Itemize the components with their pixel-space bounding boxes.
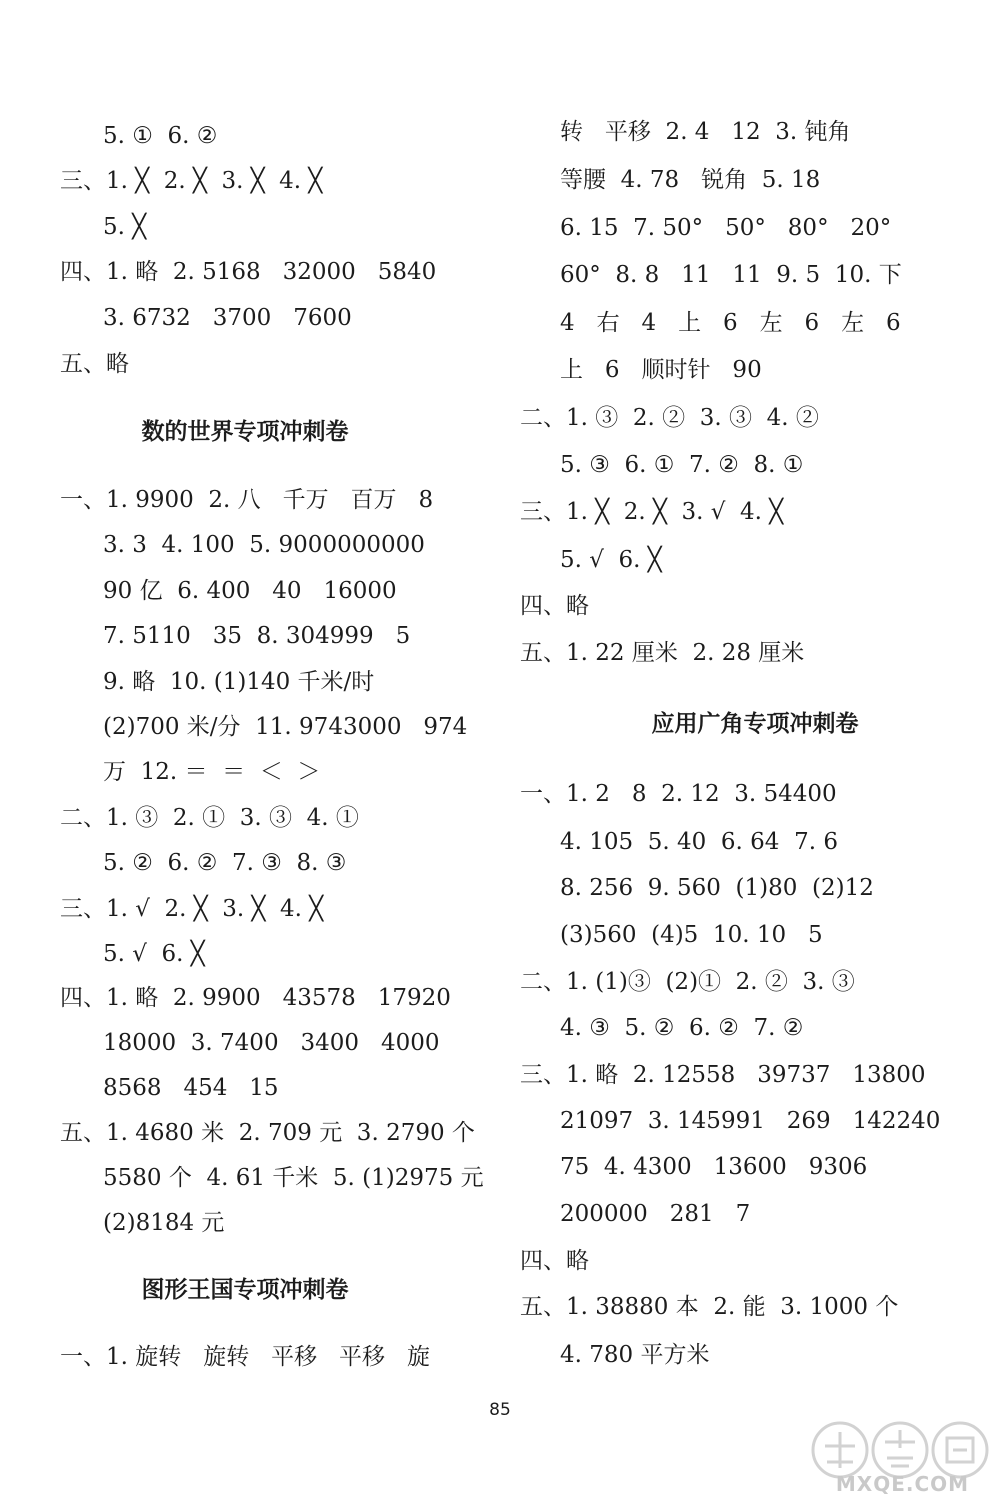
answer-line: 8. 256 9. 560 (1)80 (2)12: [560, 875, 874, 901]
answer-line: 5580 个 4. 61 千米 5. (1)2975 元: [103, 1165, 484, 1191]
answer-line: 五、1. 4680 米 2. 709 元 3. 2790 个: [60, 1120, 475, 1146]
answer-line: 18000 3. 7400 3400 4000: [103, 1030, 440, 1056]
answer-line: 5. √ 6. ╳: [103, 941, 205, 967]
answer-line: 4 右 4 上 6 左 6 左 6: [560, 310, 901, 336]
answer-line: 三、1. ╳ 2. ╳ 3. √ 4. ╳: [520, 499, 784, 525]
answer-line: 一、1. 9900 2. 八 千万 百万 8: [60, 487, 434, 513]
answer-line: 三、1. ╳ 2. ╳ 3. ╳ 4. ╳: [60, 168, 323, 194]
answer-line: 200000 281 7: [560, 1201, 751, 1227]
answer-line: 3. 6732 3700 7600: [103, 305, 352, 331]
answer-line: 三、1. 略 2. 12558 39737 13800: [520, 1062, 926, 1088]
section-heading: 图形王国专项冲刺卷: [141, 1277, 349, 1303]
answer-line: 4. 105 5. 40 6. 64 7. 6: [560, 829, 838, 855]
answer-line: 转 平移 2. 4 12 3. 钝角: [560, 119, 851, 145]
answer-line: 一、1. 2 8 2. 12 3. 54400: [520, 781, 837, 807]
answer-line: 三、1. √ 2. ╳ 3. ╳ 4. ╳: [60, 896, 324, 922]
watermark-url: MXQE.COM: [835, 1472, 970, 1496]
answer-line: 7. 5110 35 8. 304999 5: [103, 623, 411, 649]
answer-line: (3)560 (4)5 10. 10 5: [560, 922, 823, 948]
answer-line: 五、略: [60, 351, 129, 377]
answer-line: 一、1. 旋转 旋转 平移 平移 旋: [60, 1344, 430, 1370]
answer-line: 二、1. ③ 2. ① 3. ③ 4. ①: [60, 805, 359, 831]
page-number: 85: [489, 1400, 511, 1420]
answer-line: 5. ╳: [103, 214, 147, 240]
answer-line: 8568 454 15: [103, 1075, 279, 1101]
answer-line: 四、1. 略 2. 9900 43578 17920: [60, 985, 451, 1011]
answer-line: (2)8184 元: [103, 1210, 225, 1236]
answer-line: 75 4. 4300 13600 9306: [560, 1154, 868, 1180]
answer-line: 5. ③ 6. ① 7. ② 8. ①: [560, 452, 804, 478]
answer-line: 上 6 顺时针 90: [560, 357, 762, 383]
answer-line: 4. 780 平方米: [560, 1342, 710, 1368]
answer-line: 四、略: [520, 1248, 589, 1274]
answer-line: 6. 15 7. 50° 50° 80° 20°: [560, 215, 892, 241]
answer-line: (2)700 米/分 11. 9743000 974: [103, 714, 468, 740]
answer-line: 21097 3. 145991 269 142240: [560, 1108, 941, 1134]
answer-line: 五、1. 22 厘米 2. 28 厘米: [520, 640, 805, 666]
answer-line: 3. 3 4. 100 5. 9000000000: [103, 532, 425, 558]
answer-line: 等腰 4. 78 锐角 5. 18: [560, 167, 821, 193]
section-heading: 数的世界专项冲刺卷: [141, 419, 349, 445]
answer-line: 5. ② 6. ② 7. ③ 8. ③: [103, 850, 347, 876]
section-heading: 应用广角专项冲刺卷: [651, 711, 859, 737]
answer-line: 5. ① 6. ②: [103, 123, 218, 149]
answer-line: 9. 略 10. (1)140 千米/时: [103, 669, 375, 695]
answer-line: 90 亿 6. 400 40 16000: [103, 578, 397, 604]
answer-line: 五、1. 38880 本 2. 能 3. 1000 个: [520, 1294, 899, 1320]
answer-line: 万 12. ＝ ＝ ＜ ＞: [103, 759, 321, 785]
answer-line: 四、略: [520, 593, 589, 619]
answer-line: 60° 8. 8 11 11 9. 5 10. 下: [560, 262, 902, 288]
answer-line: 4. ③ 5. ② 6. ② 7. ②: [560, 1015, 804, 1041]
answer-line: 5. √ 6. ╳: [560, 547, 662, 573]
answer-line: 四、1. 略 2. 5168 32000 5840: [60, 259, 437, 285]
answer-line: 二、1. ③ 2. ② 3. ③ 4. ②: [520, 405, 819, 431]
answer-line: 二、1. (1)③ (2)① 2. ② 3. ③: [520, 969, 855, 995]
